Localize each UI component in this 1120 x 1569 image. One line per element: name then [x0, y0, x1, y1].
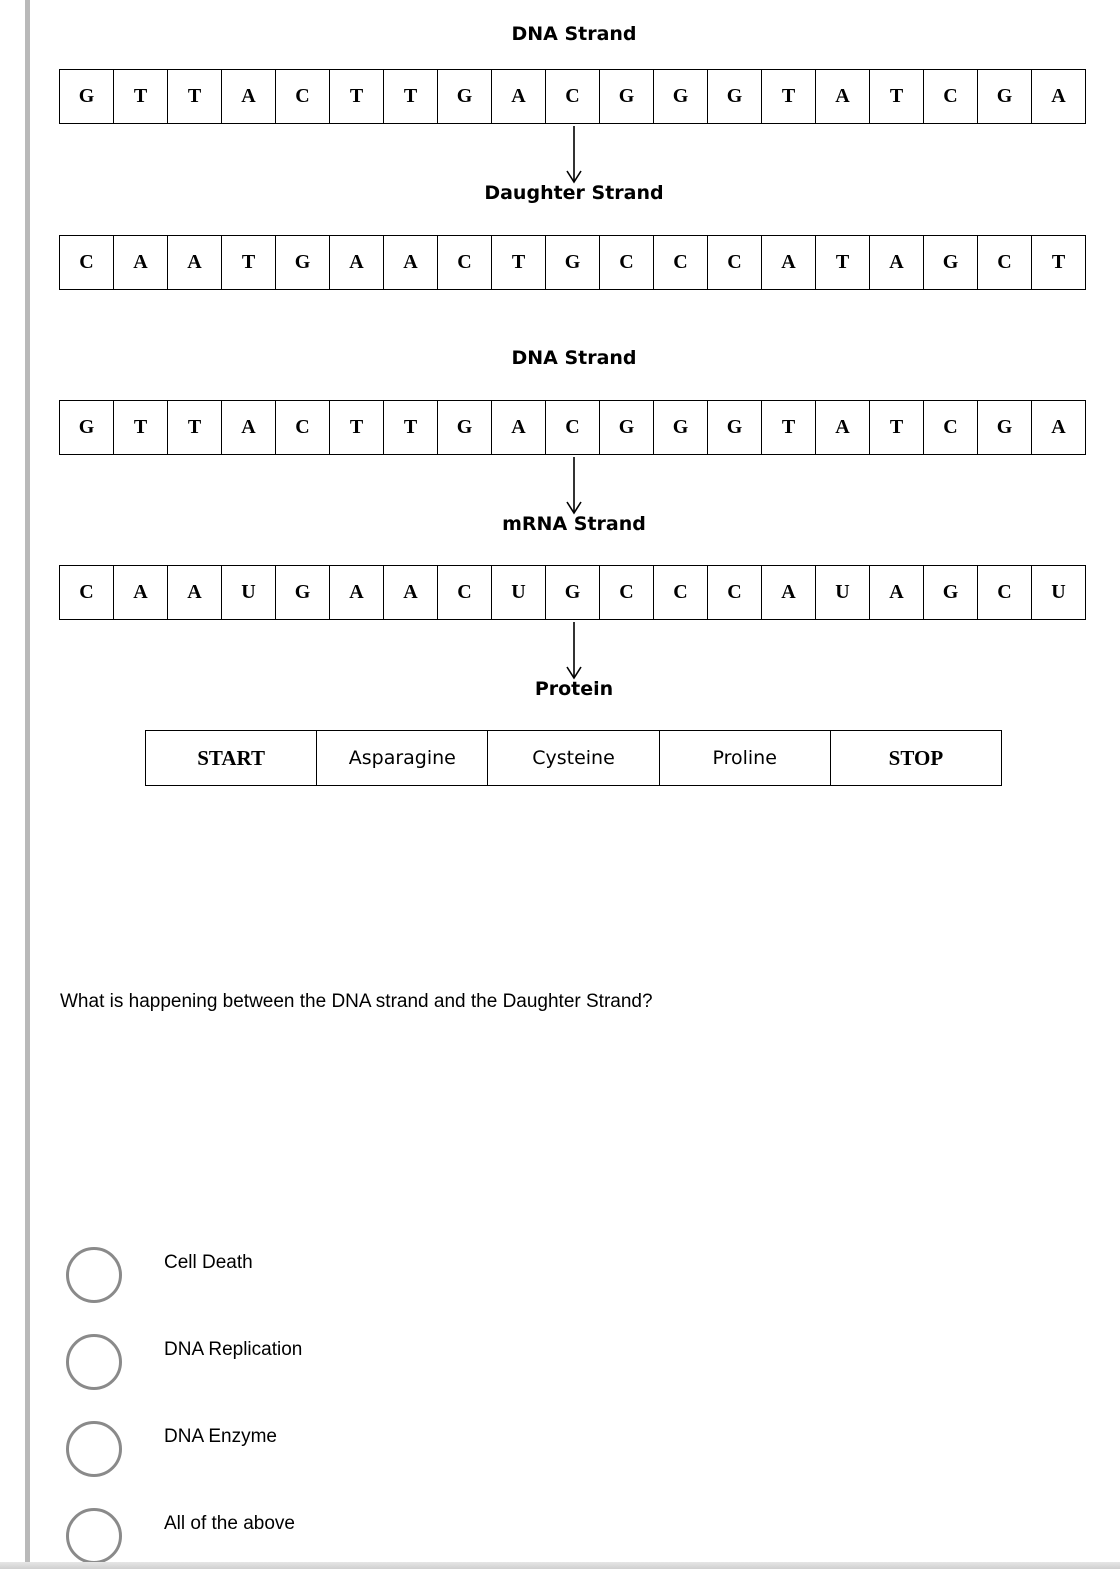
nucleotide-cell: G — [600, 401, 654, 454]
arrow-down-icon — [566, 126, 582, 184]
daughter-strand — [59, 235, 1086, 290]
nucleotide-cell: T — [816, 236, 870, 289]
nucleotide-cell: G — [60, 401, 114, 454]
nucleotide-cell: C — [654, 566, 708, 619]
arrow-down-icon — [566, 622, 582, 680]
nucleotide-cell: U — [222, 566, 276, 619]
nucleotide-cell: A — [492, 70, 546, 123]
protein-cell-proline: Proline — [660, 731, 831, 785]
nucleotide-cell: A — [762, 236, 816, 289]
nucleotide-cell: C — [546, 70, 600, 123]
option-label-all-of-the-above[interactable]: All of the above — [164, 1513, 295, 1534]
nucleotide-cell: T — [492, 236, 546, 289]
nucleotide-cell: U — [492, 566, 546, 619]
nucleotide-cell: T — [330, 401, 384, 454]
nucleotide-cell: T — [384, 401, 438, 454]
nucleotide-cell: C — [654, 236, 708, 289]
arrow-down-icon — [566, 457, 582, 515]
nucleotide-cell: A — [762, 566, 816, 619]
nucleotide-cell: T — [330, 70, 384, 123]
nucleotide-cell: G — [546, 236, 600, 289]
nucleotide-cell: A — [222, 401, 276, 454]
dna-strand-label: DNA Strand — [511, 23, 637, 45]
radio-all-of-the-above[interactable] — [66, 1508, 122, 1564]
nucleotide-cell: G — [276, 236, 330, 289]
nucleotide-cell: A — [1051, 85, 1066, 107]
question-text: What is happening between the DNA strand and the Daughter Strand? — [60, 991, 653, 1012]
nucleotide-cell: C — [708, 236, 762, 289]
nucleotide-cell: T — [870, 401, 924, 454]
nucleotide-cell: C — [438, 236, 492, 289]
nucleotide-cell: A — [384, 236, 438, 289]
dna-strand-middle — [59, 400, 1086, 455]
nucleotide-cell: C — [438, 566, 492, 619]
option-label-dna-enzyme[interactable]: DNA Enzyme — [164, 1426, 277, 1447]
nucleotide-cell: C — [924, 70, 978, 123]
radio-cell-death[interactable] — [66, 1247, 122, 1303]
nucleotide-cell: C — [708, 566, 762, 619]
nucleotide-cell: A — [222, 70, 276, 123]
nucleotide-cell: G — [60, 70, 114, 123]
nucleotide-cell: C — [276, 70, 330, 123]
nucleotide-cell: G — [708, 401, 762, 454]
nucleotide-cell: A — [492, 401, 546, 454]
nucleotide-cell: A — [816, 70, 870, 123]
nucleotide-cell: G — [546, 566, 600, 619]
mrna-strand — [59, 565, 1086, 620]
nucleotide-cell: G — [654, 70, 708, 123]
nucleotide-cell: G — [708, 70, 762, 123]
nucleotide-cell: C — [60, 566, 114, 619]
nucleotide-cell: G — [924, 566, 978, 619]
protein-table — [145, 730, 1002, 786]
bottom-edge — [0, 1562, 1120, 1569]
nucleotide-cell: A — [870, 236, 924, 289]
nucleotide-cell: U — [1051, 581, 1066, 603]
nucleotide-cell: T — [1051, 251, 1066, 273]
nucleotide-cell: T — [222, 236, 276, 289]
nucleotide-cell: A — [1051, 416, 1066, 438]
nucleotide-cell: C — [978, 236, 1032, 289]
nucleotide-cell: A — [870, 566, 924, 619]
left-border — [25, 0, 30, 1569]
radio-dna-replication[interactable] — [66, 1334, 122, 1390]
nucleotide-cell: A — [330, 566, 384, 619]
nucleotide-cell: A — [168, 236, 222, 289]
dna-strand-label-2: DNA Strand — [511, 347, 637, 369]
nucleotide-cell: T — [114, 401, 168, 454]
protein-label: Protein — [534, 678, 614, 700]
nucleotide-cell: C — [546, 401, 600, 454]
nucleotide-cell: A — [114, 236, 168, 289]
nucleotide-cell: T — [384, 70, 438, 123]
nucleotide-cell: T — [168, 401, 222, 454]
protein-cell-cysteine: Cysteine — [488, 731, 659, 785]
radio-dna-enzyme[interactable] — [66, 1421, 122, 1477]
option-label-cell-death[interactable]: Cell Death — [164, 1252, 253, 1273]
nucleotide-cell: G — [978, 401, 1032, 454]
nucleotide-cell: C — [600, 566, 654, 619]
nucleotide-cell: A — [168, 566, 222, 619]
nucleotide-cell: C — [600, 236, 654, 289]
nucleotide-cell: A — [114, 566, 168, 619]
nucleotide-cell: T — [168, 70, 222, 123]
nucleotide-cell: G — [924, 236, 978, 289]
nucleotide-cell: T — [870, 70, 924, 123]
daughter-strand-label: Daughter Strand — [484, 182, 664, 204]
nucleotide-cell: U — [816, 566, 870, 619]
nucleotide-cell: G — [438, 70, 492, 123]
nucleotide-cell: A — [816, 401, 870, 454]
protein-cell-start: START — [146, 731, 317, 785]
nucleotide-cell: C — [276, 401, 330, 454]
protein-cell-stop: STOP — [888, 745, 944, 770]
nucleotide-cell: C — [924, 401, 978, 454]
nucleotide-cell: G — [438, 401, 492, 454]
nucleotide-cell: G — [276, 566, 330, 619]
nucleotide-cell: T — [114, 70, 168, 123]
dna-strand-top — [59, 69, 1086, 124]
nucleotide-cell: C — [60, 236, 114, 289]
mrna-strand-label: mRNA Strand — [502, 513, 646, 535]
nucleotide-cell: G — [978, 70, 1032, 123]
nucleotide-cell: G — [654, 401, 708, 454]
nucleotide-cell: C — [978, 566, 1032, 619]
protein-cell-asparagine: Asparagine — [317, 731, 488, 785]
nucleotide-cell: G — [600, 70, 654, 123]
nucleotide-cell: A — [384, 566, 438, 619]
nucleotide-cell: A — [330, 236, 384, 289]
option-label-dna-replication[interactable]: DNA Replication — [164, 1339, 303, 1360]
nucleotide-cell: T — [762, 401, 816, 454]
nucleotide-cell: T — [762, 70, 816, 123]
